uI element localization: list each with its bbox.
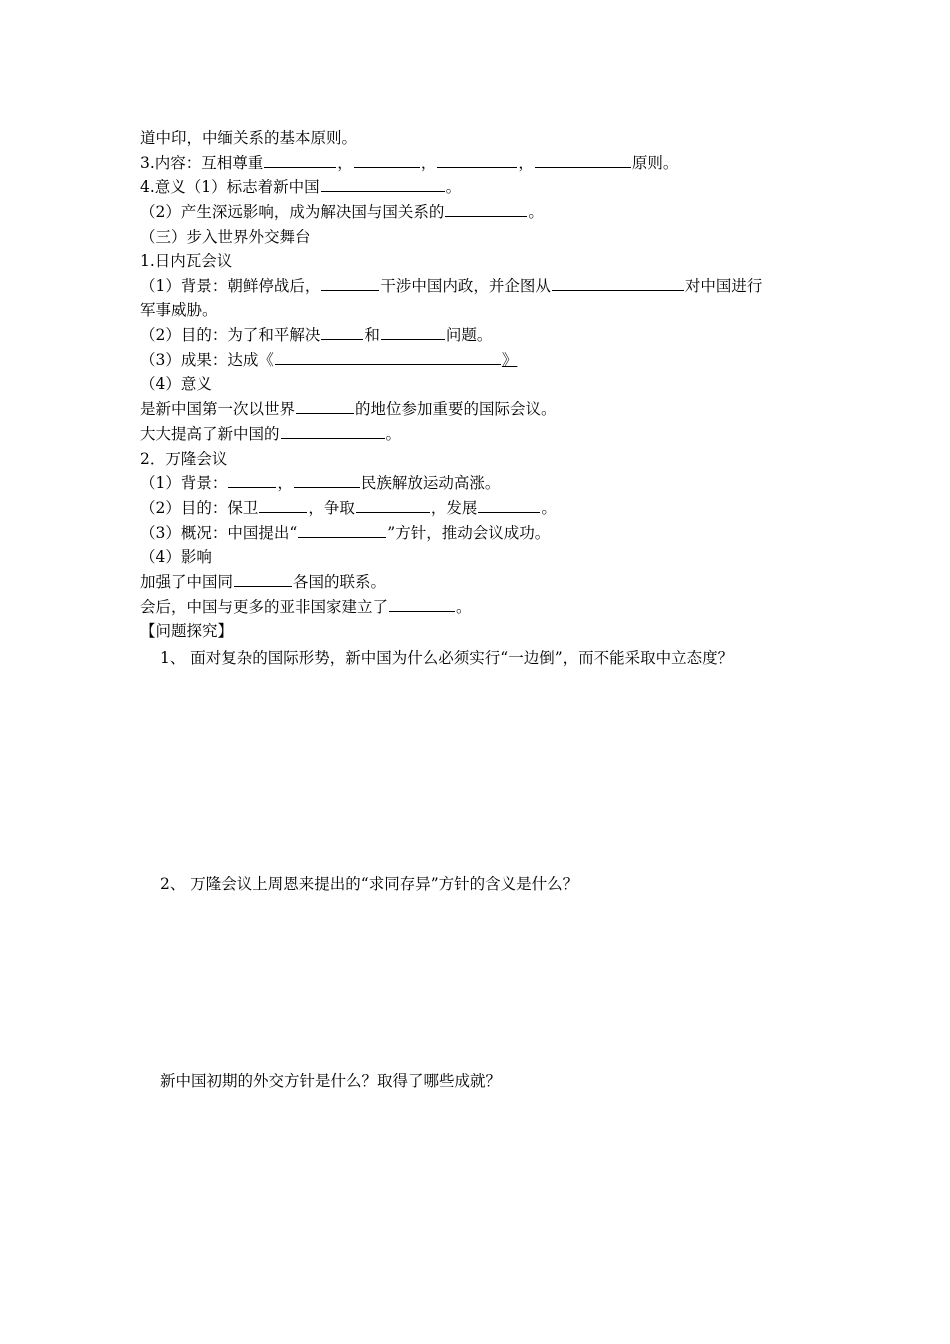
fill-blank[interactable] <box>281 423 385 439</box>
line-geneva-result: （3）成果：达成《 》 <box>140 351 518 369</box>
line-geneva-purpose: （2）目的：为了和平解决 和 问题。 <box>140 326 493 344</box>
fill-blank[interactable] <box>381 324 445 340</box>
line-geneva-significance-1: 是新中国第一次以世界 的地位参加重要的国际会议。 <box>140 400 557 418</box>
fill-blank[interactable] <box>321 176 445 192</box>
question-3: 新中国初期的外交方针是什么？取得了哪些成就？ <box>160 1072 502 1090</box>
fill-blank[interactable] <box>298 522 386 538</box>
fill-blank[interactable] <box>356 497 430 513</box>
line-geneva-significance: （4）意义 <box>140 375 212 393</box>
line-significance-2: （2）产生深远影响，成为解决国与国关系的 。 <box>140 203 544 221</box>
fill-blank[interactable] <box>437 152 517 168</box>
line-significance-1: 4.意义（1）标志着新中国 。 <box>140 178 462 196</box>
fill-blank[interactable] <box>234 571 292 587</box>
line-geneva-background: （1）背景：朝鲜停战后， 干涉中国内政，并企图从 对中国进行 <box>140 277 763 295</box>
fill-blank[interactable] <box>535 152 631 168</box>
question-2: 2、 万隆会议上周恩来提出的“求同存异”方针的含义是什么？ <box>160 875 579 893</box>
heading-bandung: 2．万隆会议 <box>140 450 228 468</box>
line-bandung-impact: （4）影响 <box>140 548 212 566</box>
fill-blank[interactable] <box>321 324 363 340</box>
fill-blank[interactable] <box>552 275 684 291</box>
fill-blank[interactable] <box>294 472 360 488</box>
fill-blank[interactable] <box>228 472 276 488</box>
fill-blank[interactable] <box>389 596 455 612</box>
fill-blank[interactable] <box>275 349 501 365</box>
fill-blank[interactable] <box>445 201 527 217</box>
line-bandung-purpose: （2）目的：保卫 ，争取 ，发展 。 <box>140 499 557 517</box>
line-bandung-impact-2: 会后，中国与更多的亚非国家建立了 。 <box>140 598 472 616</box>
line-bandung-impact-1: 加强了中国同 各国的联系。 <box>140 573 387 591</box>
heading-geneva: 1.日内瓦会议 <box>140 252 233 270</box>
line-content: 3.内容：互相尊重 ， ， ， 原则。 <box>140 154 679 172</box>
heading-problem-exploration: 【问题探究】 <box>140 622 234 640</box>
question-1: 1、 面对复杂的国际形势，新中国为什么必须实行“一边倒”，而不能采取中立态度？ <box>160 649 734 667</box>
line-geneva-background-cont: 军事威胁。 <box>140 301 218 319</box>
fill-blank[interactable] <box>321 275 379 291</box>
line-bandung-overview: （3）概况：中国提出“ ”方针，推动会议成功。 <box>140 524 551 542</box>
fill-blank[interactable] <box>478 497 540 513</box>
line-principles-origin: 道中印，中缅关系的基本原则。 <box>140 129 358 147</box>
section-heading-world-stage: （三）步入世界外交舞台 <box>140 228 311 246</box>
fill-blank[interactable] <box>354 152 420 168</box>
fill-blank[interactable] <box>264 152 336 168</box>
line-geneva-significance-2: 大大提高了新中国的 。 <box>140 425 402 443</box>
line-bandung-background: （1）背景： ， 民族解放运动高涨。 <box>140 474 501 492</box>
fill-blank[interactable] <box>296 398 354 414</box>
fill-blank[interactable] <box>259 497 307 513</box>
